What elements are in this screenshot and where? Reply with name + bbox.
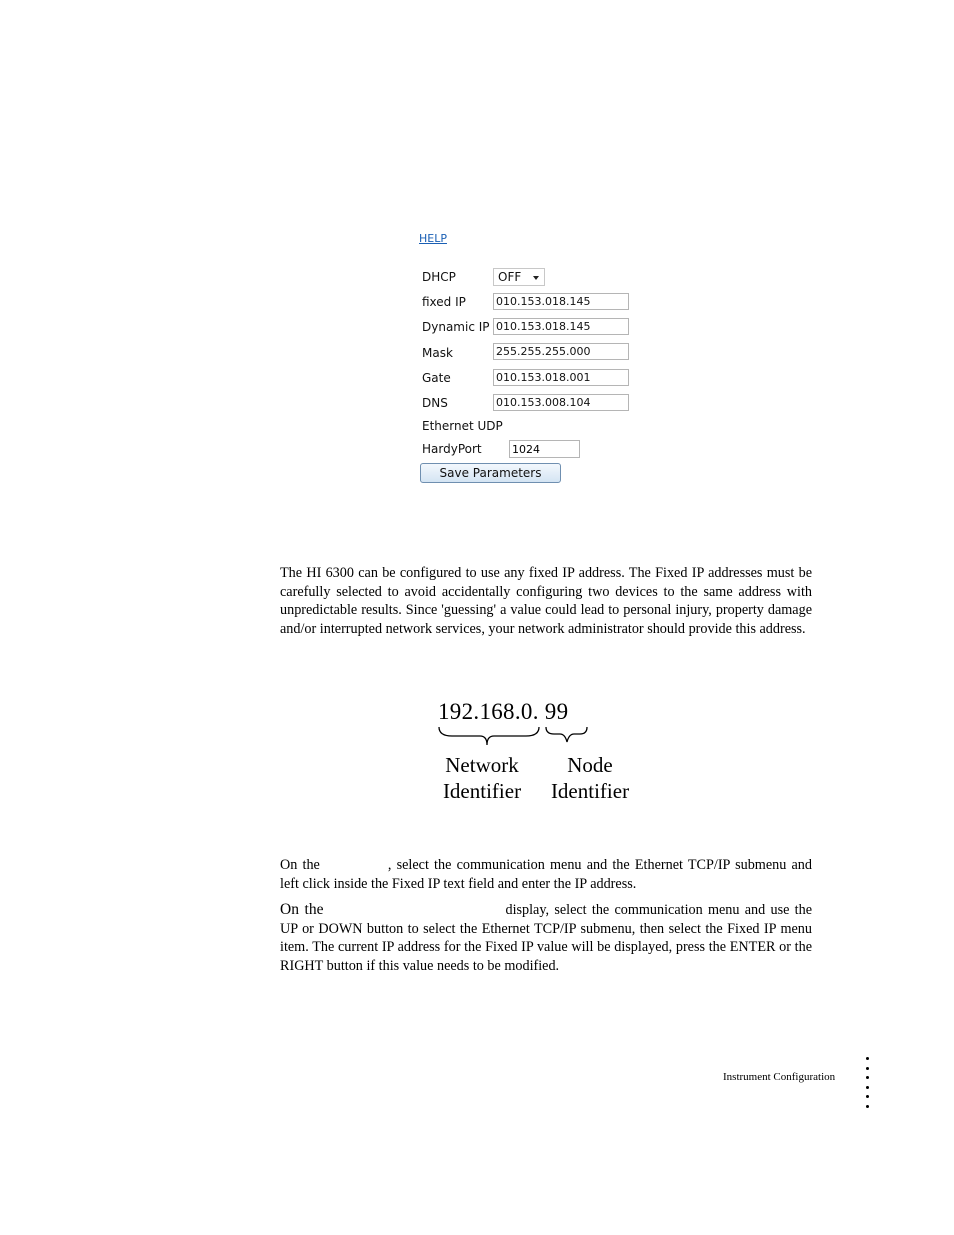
fixed-ip-field[interactable] bbox=[493, 293, 629, 310]
gate-label: Gate bbox=[422, 371, 451, 385]
dns-label: DNS bbox=[422, 396, 448, 410]
network-brace-icon bbox=[439, 727, 539, 745]
dns-field[interactable] bbox=[493, 394, 629, 411]
web-page-instructions bbox=[280, 856, 812, 893]
dynamic-ip-field[interactable] bbox=[493, 318, 629, 335]
fixed-ip-paragraph: The HI 6300 can be configured to use any fixed IP address. The Fixed IP addresses must be carefully selected to avoid accidentally configuring two devices to the same address with unpredictable results. Since 'guessing' a value could lead to personal injury, property damage and/or interrupted network services, your network administrator should provide this address. bbox=[280, 565, 812, 638]
chevron-down-icon bbox=[533, 276, 539, 280]
node-label-line1: Node bbox=[567, 753, 613, 777]
dhcp-select[interactable] bbox=[493, 268, 545, 286]
front-panel-instructions bbox=[280, 901, 812, 976]
network-identifier-label bbox=[436, 752, 528, 804]
footer-dots-decoration bbox=[866, 1057, 870, 1115]
p2-lead: On the bbox=[280, 857, 320, 873]
p2-rest: , select the communication menu and the Ethernet TCP/IP submenu and left click inside the Fixed IP text field and enter the IP address. bbox=[280, 857, 812, 892]
diagram-ip-address: 192.168.0. 99 bbox=[438, 699, 569, 724]
mask-label: Mask bbox=[422, 346, 453, 360]
dhcp-select-value: OFF bbox=[498, 270, 522, 284]
footer-section-title: Instrument Configuration bbox=[723, 1071, 836, 1083]
dhcp-label: DHCP bbox=[422, 270, 456, 284]
p3-lead: On the bbox=[280, 901, 324, 918]
node-brace-icon bbox=[546, 727, 587, 742]
hardyport-field[interactable] bbox=[509, 440, 580, 458]
network-label-line1: Network bbox=[445, 753, 519, 777]
dynamic-ip-label: Dynamic IP bbox=[422, 320, 490, 334]
node-label-line2: Identifier bbox=[550, 779, 630, 803]
hardyport-label: HardyPort bbox=[422, 442, 482, 456]
p3-rest: display, select the communication menu and use the UP or DOWN button to select the Ethernet TCP/IP submenu, then select the Fixed IP menu item. The current IP address for the Fixed IP value will be displayed, press the ENTER or the RIGHT button if this value needs to be modified. bbox=[280, 902, 812, 975]
ethernet-config-panel bbox=[418, 230, 648, 490]
node-identifier-label bbox=[547, 752, 633, 804]
mask-field[interactable] bbox=[493, 343, 629, 360]
help-link[interactable]: HELP bbox=[419, 232, 447, 245]
gate-field[interactable] bbox=[493, 369, 629, 386]
network-label-line2: Identifier bbox=[442, 779, 522, 803]
fixed-ip-label: fixed IP bbox=[422, 295, 466, 309]
ethernet-udp-heading: Ethernet UDP bbox=[422, 419, 503, 433]
save-parameters-button[interactable]: Save Parameters bbox=[420, 463, 561, 483]
ip-address-diagram bbox=[430, 697, 650, 807]
